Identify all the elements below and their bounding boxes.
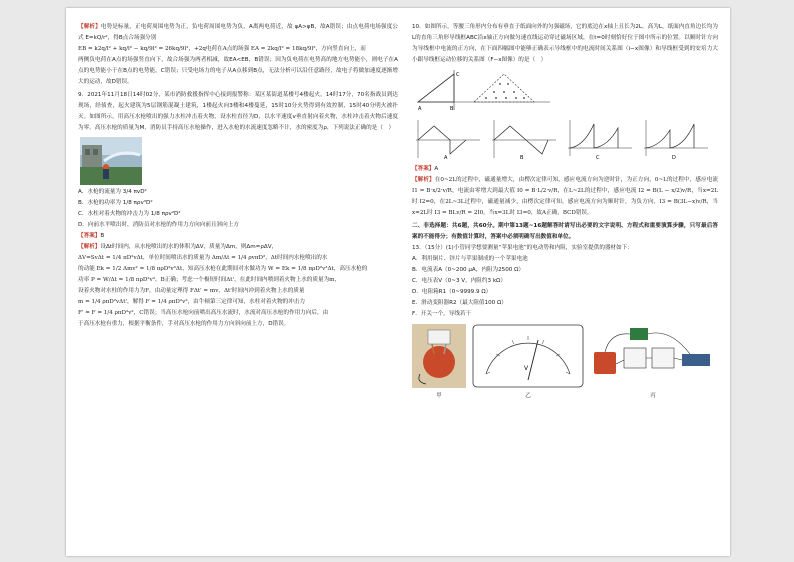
analysis-tag: 【解析】 (78, 24, 101, 30)
analysis-tag: 【解析】 (78, 244, 101, 250)
figure-label-yi: 乙 (525, 393, 531, 399)
q9-analysis-head: 【解析】设Δt时间内，从水枪喷出的水的体积为ΔV，质量为Δm，则Δm=ρΔV， (78, 244, 278, 250)
analysis-q8-formula: EB = k2q/l² + kq/l² − kq/9l² = 26kq/9l²，+2q电荷在A点的场强 EA = 2kq/l² = 18kq/9l²，方向竖直向上，而 (78, 46, 366, 52)
q13-item: F．开关一个，导线若干 (412, 311, 472, 317)
q13-item: C．电压表V（0~3 V，内阻约3 kΩ） (412, 278, 506, 284)
question-13: 13．（15分）(1)小管同学想要测量“苹果电池”的电动势和内阻，实验室提供的器材如下： (412, 245, 633, 251)
answer-value: A (434, 166, 439, 172)
right-column (412, 22, 718, 404)
graph-label-b: B (520, 155, 524, 160)
q9-option-b: B．水枪的功率为 1/8 πρv³D² (78, 200, 153, 206)
q9-analysis-line: m = 1/4 ρπD²vΔt'，解得 F = 1/4 ρπD²v²，由牛顿第三定律可知，水柱对着火物的冲击力 (78, 299, 306, 305)
q9-analysis-line: 于高压水枪有重力，根据平衡条件，手对高压水枪的作用力方向斜向前上方，D错误。 (78, 321, 290, 327)
graph-option-c (564, 118, 634, 160)
q10-answer (412, 164, 718, 175)
question-10: 10．如图所示，等腰三角形内分布有垂直于纸面向外的匀强磁场，它的底边在x轴上且长为2L，高为L，纸面内直角边长均为L的直角三角形导线框ABC沿x轴正方向做匀速直线运动穿过磁场区域，在t=0时刻恰好位于图中所示的位置。以顺时针方向为导线框中电流的正方向，在下面四幅图中能够正确表示导线框中的电流时间关系图（i−x图像）和导线框受到的安培力大小跟导线框运动位移的关系图（F−x图像）的是（ ） (412, 24, 718, 63)
q9-analysis-line: 功率 P = W/Δt = 1/8 πρD²v³，B正确；考虑一个极短时间Δt'，在此时间内喷到着火物上水的质量为m， (78, 277, 341, 283)
answer-value: B (100, 233, 105, 239)
diagram-label-B: B (450, 106, 454, 112)
analysis-tag: 【解析】 (412, 177, 435, 183)
magnetic-field-diagram (414, 68, 554, 114)
left-column (78, 22, 398, 330)
answer-tag: 【答案】 (412, 166, 435, 172)
firefighter-photo (80, 137, 142, 185)
meter-symbol: V (524, 365, 529, 372)
apparatus-figures (412, 324, 718, 400)
q9-analysis-line: 设着火物对水柱的作用力为F，由动量定理得 FΔt' = mv，Δt'时间内冲到着火物上水的质量 (78, 288, 305, 294)
diagram-label-C: C (456, 72, 460, 78)
q9-answer (78, 231, 398, 242)
q9-analysis-line: 的动能 Ek = 1/2 Δmv² = 1/8 πρD²v³Δt，知高压水枪在此期间对水做功为 W = Ek = 1/8 πρD²v³Δt，高压水枪的 (78, 266, 368, 272)
answer-tag: 【答案】 (78, 233, 101, 239)
voltmeter-dial (472, 324, 584, 388)
q9-option-a: A．水枪的流量为 3/4 πvD² (78, 189, 147, 195)
graph-label-a: A (444, 155, 448, 160)
figure-bing (590, 324, 716, 400)
apple-battery-photo (412, 324, 466, 388)
figure-yi (472, 324, 584, 400)
graph-option-b (488, 118, 558, 160)
q13-item: E．滑动变阻器R2（最大阻值100 Ω） (412, 300, 507, 306)
graph-label-d: D (672, 155, 676, 160)
figure-jia (412, 324, 466, 400)
q9-option-d: D．向前水平喷出时，消防员对水枪的作用力方向向前且斜向上方 (78, 222, 239, 228)
q10-analysis: 【解析】在0~2L的过程中，磁通量增大，由楞次定律可知，感应电流方向为逆时针，为正方向，0~L的过程中，感应电流 I1 = B·x/2·v/R，电流由零增大到最大值 I0 = B·L/2·v/R，在L~2L的过程中，感应电流 I2 = B(L − x/2)v/R，当x=2L时 I2=0，在2L~3L过程中，磁通量减少，由楞次定律可知，感应电流方向为顺时针，为负方向，I3 = B(3L−x)v/R，当x=2L时 I3 = BLv/R = 2I0，当x=3L时 I3=0，故A正确，BCD错误。 (412, 177, 718, 216)
document-page (66, 8, 730, 556)
circuit-apparatus (590, 324, 716, 388)
figure-label-bing: 丙 (650, 393, 656, 399)
q9-analysis-line: F' = F = 1/4 ρπD²v²，C错误；当高压水枪向前喷出高压水流时，水流对高压水枪的作用力向后，由 (78, 310, 329, 316)
q13-item: A．利用铜片、锌片与苹果制成的一个苹果电池 (412, 256, 528, 262)
q9-analysis-line: ΔV=SvΔt = 1/4 πD²vΔt，单位时间喷出水的质量为 Δm/Δt = 1/4 ρvπD²，Δt时间内水枪喷出的水 (78, 255, 328, 261)
graph-label-c: C (596, 155, 600, 160)
q13-item: B．电流表A（0~200 μA，内阻为2500 Ω） (412, 267, 524, 273)
analysis-q8: 【解析】电势是标量，正电荷周围电势为正，负电荷周围电势为负，A离两电荷近，故 φA>φB，故A错误；由点电荷电场强度公式 E=kQ/r²，得B点合场强分别 (78, 24, 398, 41)
diagram-label-A: A (418, 106, 422, 112)
analysis-q8-continued: 两侧负电荷在A点的场强竖直向下，故合场强为两者相减，故EA<EB，B错误；因为负电荷在电势高的地方电势能小，则电子在A点的电势能小于在B点的电势能，C错误；只受电场力的电子从A点移到B点，无法分析可以沿任意路径，故电子将做加速度逐渐增大的运动，故D错误。 (78, 57, 398, 85)
graph-option-d (640, 118, 710, 160)
section-title: 二、非选择题：共6题，共60分。期中第13题~16题解答时请写出必要的文字说明、方程式和重要演算步骤，只写最后答案的不能得分；有数值计算时，答案中必须明确写出数值和单位。 (412, 223, 718, 240)
graph-options-row (412, 118, 718, 160)
graph-option-a (412, 118, 482, 160)
question-9: 9．2021年11月18日14时02分，某市消防救援指挥中心接到报警称：某区某街道某楼号4楼起火，14时17分，70名指战员到达现场，经侦查，起火建筑为5层钢筋混凝土建筑，1楼起火向3楼和4楼蔓延，15时10分火势得到有效控制，15时40分明火被扑灭。如图所示，用高压水枪喷出的强力水柱冲击着火物，设水柱直径为D，以水平速度v垂直射向着火物，水柱冲击着火物后速度为零。高压水枪的质量为M，消防员手持高压水枪操作，进入水枪的水流速度忽略不计，水的密度为ρ，下列说法正确的是（ ） (78, 92, 398, 131)
figure-label-jia: 甲 (436, 393, 442, 399)
q13-item: D．电阻箱R1（0~9999.9 Ω） (412, 289, 492, 295)
q9-option-c: C．水柱对着火物的冲击力为 1/8 πρv²D² (78, 211, 181, 217)
